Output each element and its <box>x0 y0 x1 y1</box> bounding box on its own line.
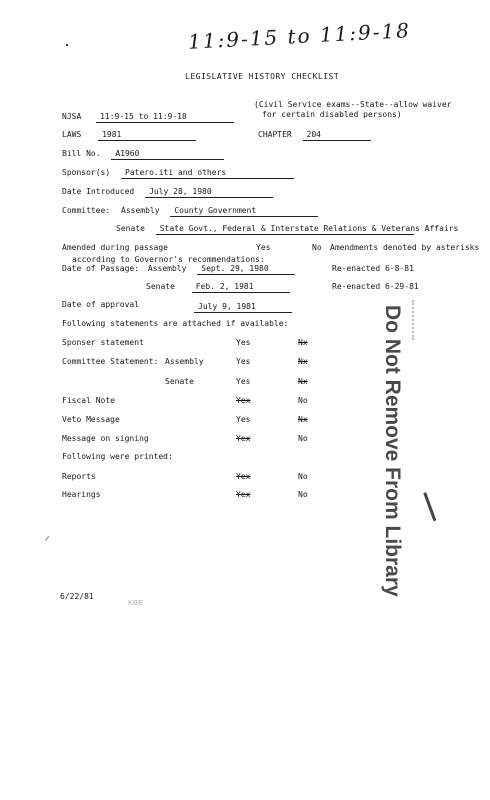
passage-assembly-label: Assembly <box>147 264 187 273</box>
njsa-label: NJSA <box>62 112 82 121</box>
laws-value: 1981 <box>98 130 196 141</box>
statement-no: Nx <box>298 377 308 386</box>
printed-no: No <box>298 490 308 499</box>
sponsor-label: Sponsor(s) <box>62 168 111 177</box>
attached-heading: Following statements are attached if available: <box>62 319 289 328</box>
speck <box>66 44 68 46</box>
passage-assembly-value: Sept. 29, 1980 <box>197 264 295 275</box>
statement-sub: Assembly <box>165 357 204 366</box>
passage-overlay-text: according to Governor's recommendations: <box>72 255 265 264</box>
approval-label: Date of approval <box>62 300 140 309</box>
statement-no: No <box>298 434 308 443</box>
committee-senate-value: State Govt., Federal & Interstate Relations & Veterans Affairs <box>156 224 414 235</box>
committee-assembly-label: Assembly <box>121 206 160 215</box>
printed-yes: Yex <box>236 472 251 481</box>
committee-senate-label: Senate <box>116 224 145 233</box>
njsa-note-line1: (Civil Service exams--State--allow waiver <box>254 100 452 109</box>
statement-no: Nx <box>298 415 308 424</box>
statement-label: Sponser statement <box>62 338 144 347</box>
njsa-value: 11:9-15 to 11:9-18 <box>96 112 234 123</box>
date-introduced-label: Date Introduced <box>62 187 135 196</box>
committee-label: Committee: <box>62 206 111 215</box>
statement-yes: Yex <box>236 434 251 443</box>
approval-row <box>194 302 292 313</box>
amended-label: Amended during passage <box>62 243 168 252</box>
statement-no: No <box>298 396 308 405</box>
sponsor-row <box>62 168 294 179</box>
statement-label: Veto Message <box>62 415 120 424</box>
njsa-note-line2: for certain disabled persons) <box>262 110 402 119</box>
passage-assembly-note: Re-enacted 6-8-81 <box>332 264 414 273</box>
amended-no: No <box>312 243 322 252</box>
njsa-row <box>62 112 234 123</box>
printed-no: No <box>298 472 308 481</box>
handwritten-statute-range: 11:9-15 to 11:9-18 <box>187 18 412 54</box>
sponsor-value: Patero.iti and others <box>121 168 294 179</box>
stamp-mark <box>423 489 445 522</box>
bill-value: A1960 <box>111 149 224 160</box>
statement-yes: Yes <box>236 357 251 366</box>
printed-label: Reports <box>62 472 96 481</box>
statement-yes: Yex <box>236 396 251 405</box>
committee-assembly-row <box>62 206 318 217</box>
printed-yes: Yex <box>236 490 251 499</box>
laws-label: LAWS <box>62 130 82 139</box>
passage-senate-value: Feb. 2, 1981 <box>192 282 290 293</box>
committee-assembly-value: County Government <box>170 206 318 217</box>
stamp-smudge <box>412 300 422 340</box>
date-introduced-row <box>62 187 273 198</box>
statement-no: Nx <box>298 338 308 347</box>
statement-yes: Yes <box>236 338 251 347</box>
library-stamp: Do Not Remove From Library <box>381 305 404 597</box>
statement-yes: Yes <box>236 415 251 424</box>
statement-label: Fiscal Note <box>62 396 115 405</box>
date-introduced-value: July 28, 1980 <box>145 187 273 198</box>
approval-value: July 9, 1981 <box>194 302 292 313</box>
bill-row <box>62 149 224 160</box>
passage-label: Date of Passage: <box>62 264 140 273</box>
chapter-value: 204 <box>303 130 371 141</box>
statement-yes: Yes <box>236 377 251 386</box>
chapter-row <box>258 130 371 141</box>
chapter-label: CHAPTER <box>258 130 292 139</box>
passage-senate-row <box>146 282 290 293</box>
printed-label: Hearings <box>62 490 101 499</box>
passage-assembly-row <box>62 264 295 275</box>
statement-no: Nx <box>298 357 308 366</box>
statement-label: Committee Statement: <box>62 357 159 366</box>
printed-heading: Following were printed: <box>62 452 173 461</box>
footer-date: 6/22/81 <box>60 592 94 601</box>
committee-senate-row <box>116 224 459 235</box>
passage-senate-label: Senate <box>146 282 175 291</box>
statement-sub: Senate <box>165 377 194 386</box>
amended-yes: Yes <box>256 243 271 252</box>
statement-label: Message on signing <box>62 434 149 443</box>
page-title: LEGISLATIVE HISTORY CHECKLIST <box>185 72 340 81</box>
margin-mark <box>45 536 50 541</box>
bill-label: Bill No. <box>62 149 101 158</box>
amended-note: Amendments denoted by asterisks <box>330 243 480 252</box>
laws-row <box>62 130 196 141</box>
passage-senate-note: Re-enacted 6-29-81 <box>332 282 419 291</box>
footer-initials: KBE <box>128 598 144 607</box>
